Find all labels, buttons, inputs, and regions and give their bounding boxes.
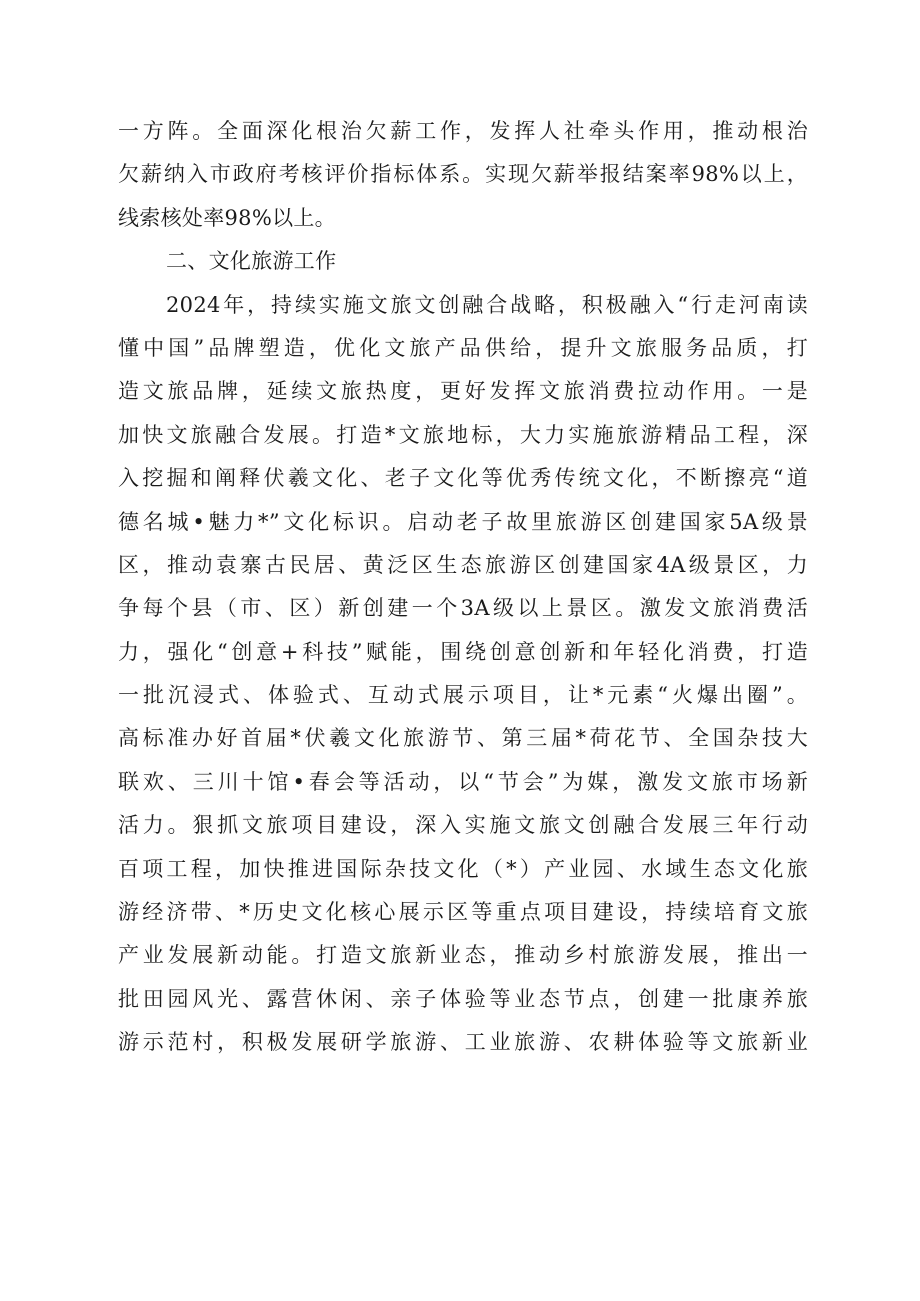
paragraph-line: 联欢、三川十馆•春会等活动，以“节会”为媒，激发文旅市场新 — [118, 769, 808, 794]
paragraph-line: 批田园风光、露营休闲、亲子体验等业态节点，创建一批康养旅 — [118, 986, 808, 1011]
paragraph-line: 一批沉浸式、体验式、互动式展示项目，让*元素“火爆出圈”。 — [118, 683, 808, 708]
paragraph-line: 一方阵。全面深化根治欠薪工作，发挥人社牵头作用，推动根治 — [118, 119, 808, 143]
paragraph-line: 德名城•魅力*”文化标识。启动老子故里旅游区创建国家5A级景 — [118, 509, 808, 534]
paragraph-line: 力，强化“创意+科技”赋能，围绕创意创新和年轻化消费，打造 — [118, 639, 808, 664]
paragraph-line: 加快文旅融合发展。打造*文旅地标，大力实施旅游精品工程，深 — [118, 422, 808, 447]
paragraph-line: 线索核处率98%以上。 — [118, 205, 336, 230]
paragraph-line: 2024年，持续实施文旅文创融合战略，积极融入“行走河南读 — [166, 292, 808, 317]
paragraph-line: 欠薪纳入市政府考核评价指标体系。实现欠薪举报结案率98%以上， — [118, 162, 808, 187]
paragraph-line: 高标准办好首届*伏羲文化旅游节、第三届*荷花节、全国杂技大 — [118, 726, 808, 751]
paragraph-line: 懂中国”品牌塑造，优化文旅产品供给，提升文旅服务品质，打 — [118, 335, 808, 360]
paragraph-line: 入挖掘和阐释伏羲文化、老子文化等优秀传统文化，不断擦亮“道 — [118, 466, 808, 491]
section-heading: 二、文化旅游工作 — [166, 249, 337, 274]
paragraph-line: 活力。狠抓文旅项目建设，深入实施文旅文创融合发展三年行动 — [118, 813, 808, 838]
document-body — [118, 110, 808, 1065]
paragraph-line: 游经济带、*历史文化核心展示区等重点项目建设，持续培育文旅 — [118, 900, 808, 925]
paragraph-line: 产业发展新动能。打造文旅新业态，推动乡村旅游发展，推出一 — [118, 943, 808, 968]
paragraph-line: 区，推动袁寨古民居、黄泛区生态旅游区创建国家4A级景区，力 — [118, 552, 808, 577]
paragraph-line: 游示范村，积极发展研学旅游、工业旅游、农耕体验等文旅新业 — [118, 1030, 808, 1055]
paragraph-line: 造文旅品牌，延续文旅热度，更好发挥文旅消费拉动作用。一是 — [118, 379, 808, 404]
paragraph-line: 争每个县（市、区）新创建一个3A级以上景区。激发文旅消费活 — [118, 596, 808, 621]
paragraph-line: 百项工程，加快推进国际杂技文化（*）产业园、水域生态文化旅 — [118, 856, 808, 881]
